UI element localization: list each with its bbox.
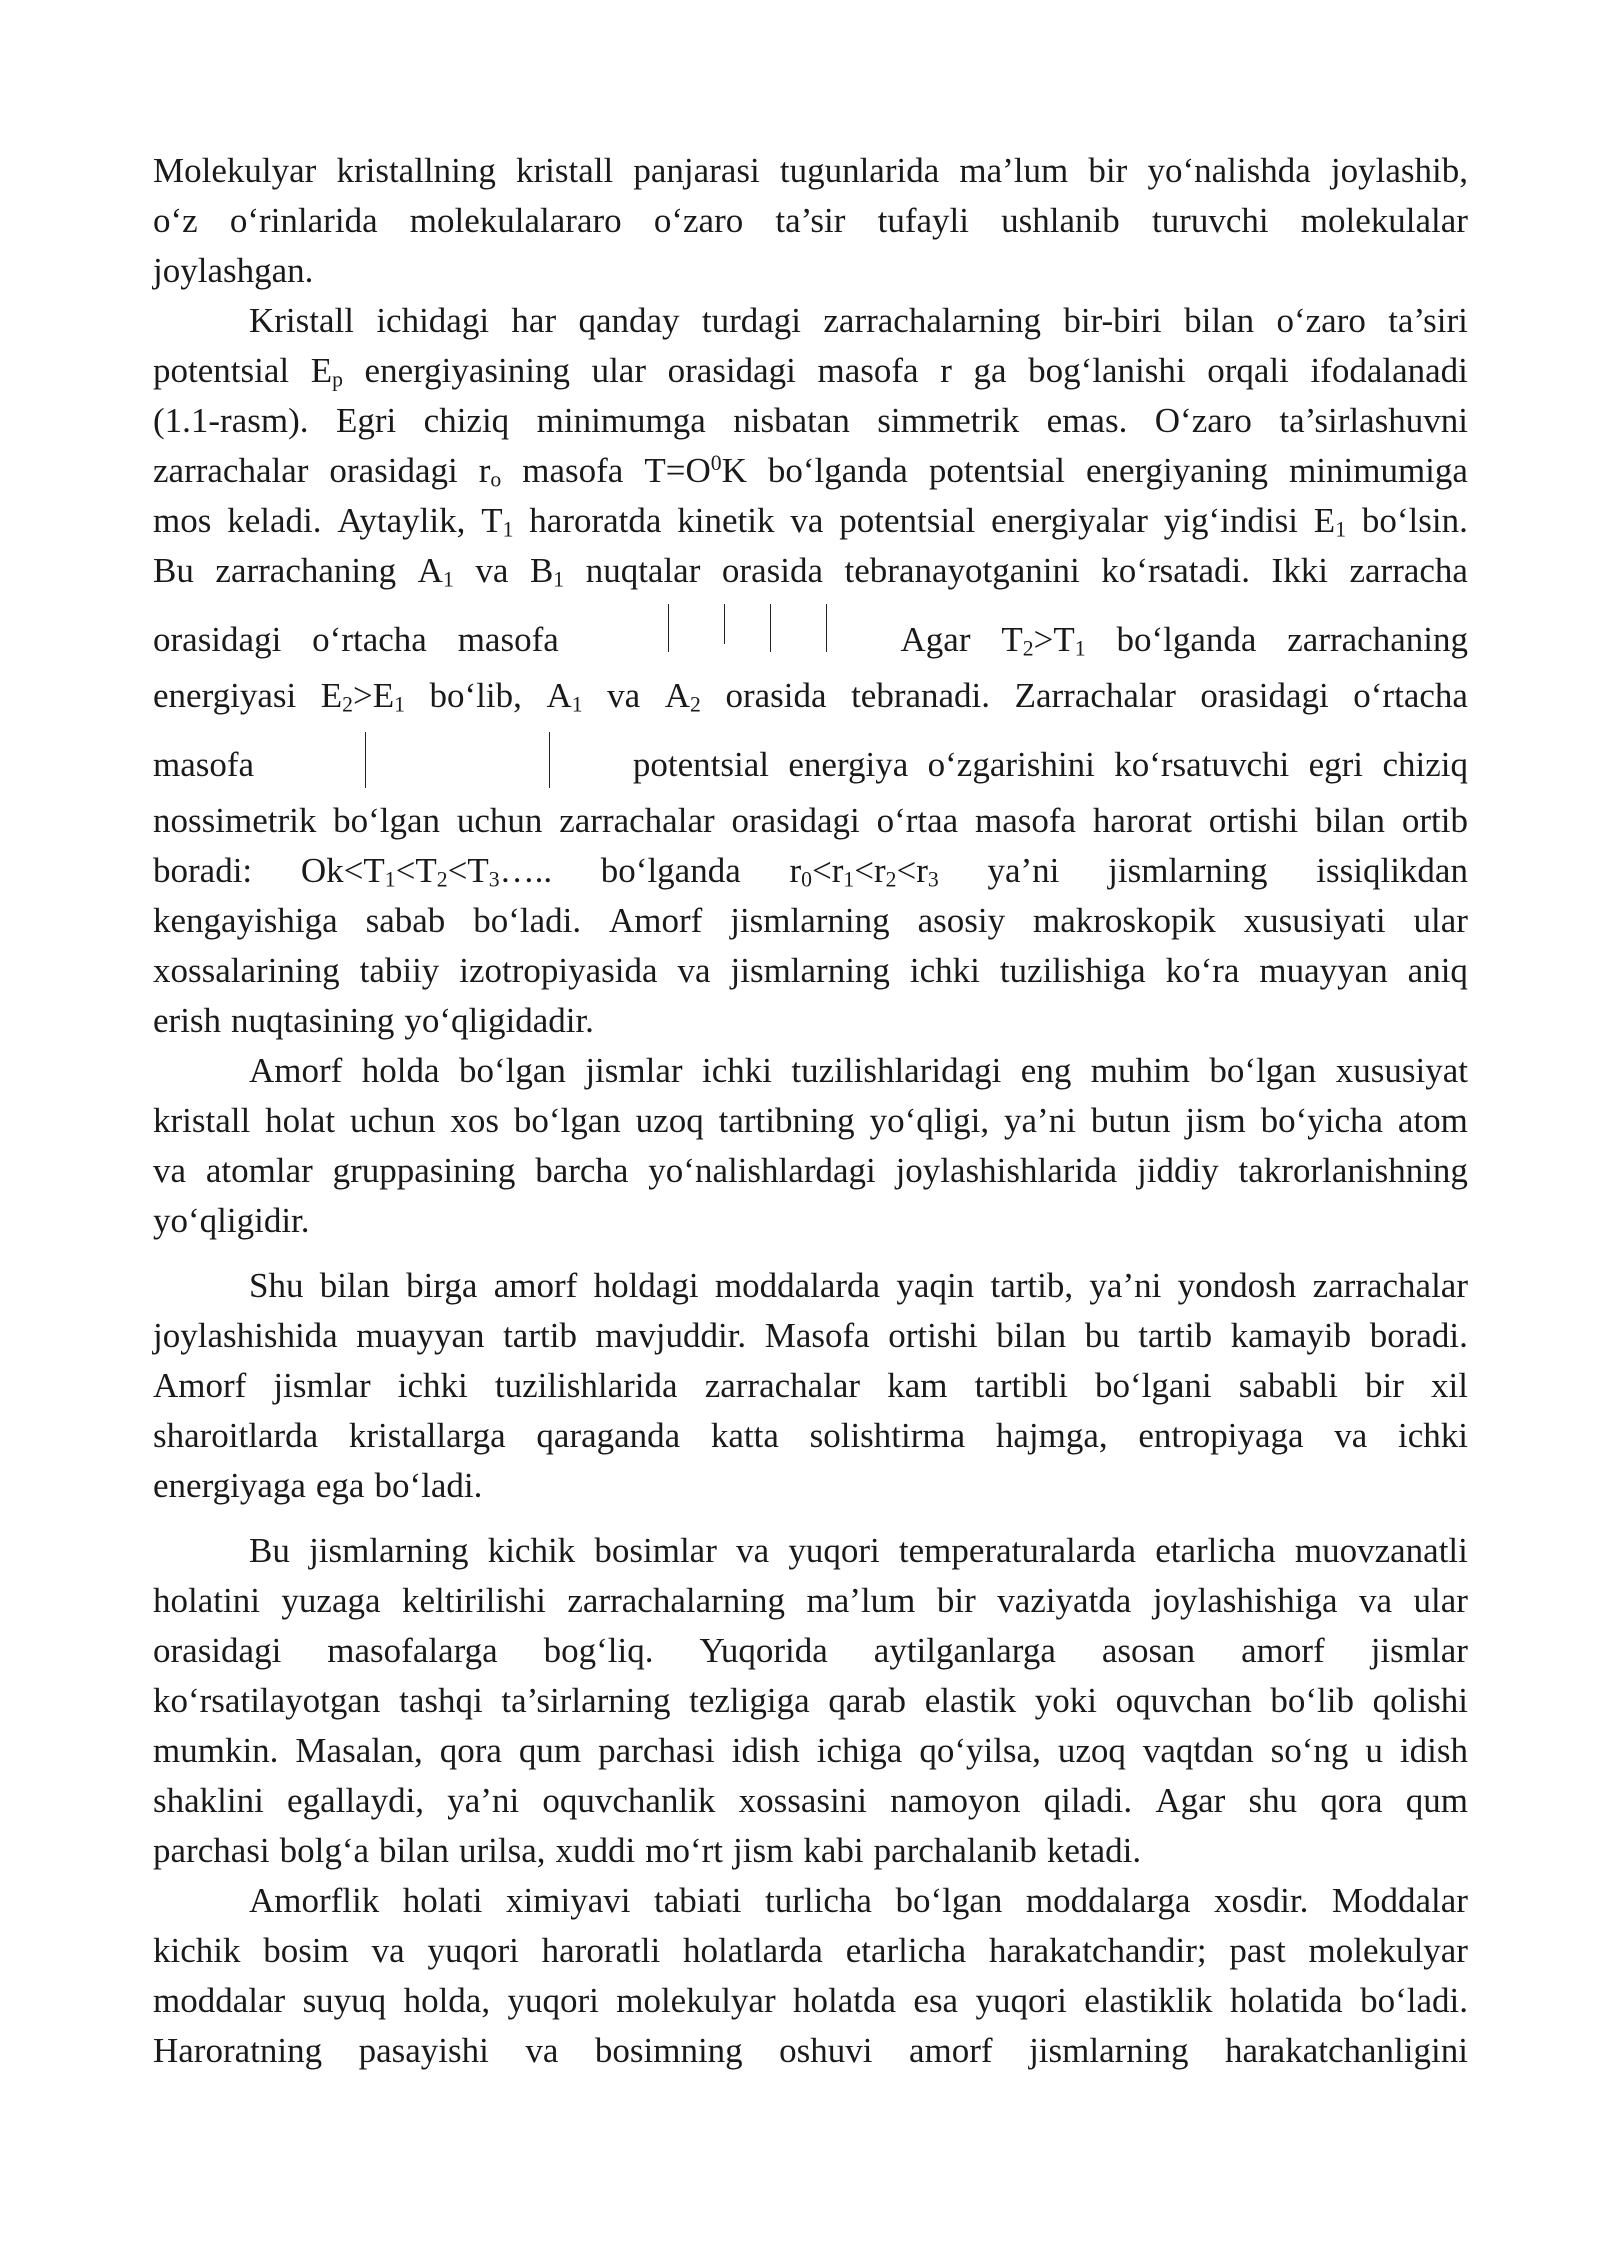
text-line: boradi: $Ok<T_1<T_2<T_3\dots$.. bo‘lganda $r_0<r_1<r_2<r_3$ ya’ni jismlarning issiqlikdan xyxy=(153,851,1468,892)
text-line: o‘z o‘rinlarida molekulalararo o‘zaro ta’sir tufayli ushlanib turuvchi molekulalar xyxy=(153,201,1468,240)
text-line: Amorflik holati ximiyavi tabiati turlicha bo‘lgan moddalarga xosdir. Moddalar xyxy=(249,1881,1468,1920)
text-line: parchasi bolg‘a bilan urilsa, xuddi mo‘rt jism kabi parchalanib ketadi. xyxy=(153,1831,1142,1870)
text-line: orasidagi masofalarga bog‘liq. Yuqorida aytilganlarga asosan amorf jismlar xyxy=(153,1631,1468,1670)
text-line: (1.1-rasm). Egri chiziq minimumga nisbatan simmetrik emas. O‘zaro ta’sirlashuvni xyxy=(153,401,1468,440)
text-line: holatini yuzaga keltirilishi zarrachalarning ma’lum bir vaziyatda joylashishiga va ular xyxy=(153,1581,1468,1620)
text-line: mos keladi. Aytaylik, $T_1$ haroratda kinetik va potentsial energiyalar yig‘indisi $E_1$ bo‘lsin. xyxy=(153,501,1468,542)
text-line: yo‘qligidir. xyxy=(153,1201,310,1240)
text-line: ko‘rsatilayotgan tashqi ta’sirlarning tezligiga qarab elastik yoki oquvchan bo‘lib qolishi xyxy=(153,1681,1468,1720)
formula-placeholder xyxy=(365,732,565,788)
text-line: energiyasi $E_2>E_1$ bo‘lib, $A_1$ va $A_2$ orasida tebranadi. Zarrachalar orasidagi o‘rtacha xyxy=(153,676,1468,717)
text-line: sharoitlarda kristallarga qaraganda katta solishtirma hajmga, entropiyaga va ichki xyxy=(153,1416,1468,1455)
text-line: joylashishida muayyan tartib mavjuddir. Masofa ortishi bilan bu tartib kamayib boradi. xyxy=(153,1316,1468,1355)
text-line: masofa potentsial energiya o‘zgarishini ko‘rsatuvchi egri chiziq xyxy=(153,745,1468,784)
text-line: xossalarining tabiiy izotropiyasida va jismlarning ichki tuzilishiga ko‘ra muayyan aniq xyxy=(153,951,1468,990)
text-line: Bu jismlarning kichik bosimlar va yuqori temperaturalarda etarlicha muovzanatli xyxy=(249,1531,1468,1570)
text-line: Amorf jismlar ichki tuzilishlarida zarrachalar kam tartibli bo‘lgani sababli bir xil xyxy=(153,1366,1468,1405)
text-line: Amorf holda bo‘lgan jismlar ichki tuzilishlaridagi eng muhim bo‘lgan xususiyat xyxy=(249,1051,1468,1090)
text-line: orasidagi o‘rtacha masofa Agar $T_2>T_1$ bo‘lganda zarrachaning xyxy=(153,620,1468,661)
text-line: Kristall ichidagi har qanday turdagi zarrachalarning bir-biri bilan o‘zaro ta’siri xyxy=(249,301,1468,340)
text-line: va atomlar gruppasining barcha yo‘nalishlardagi joylashishlarida jiddiy takrorlanishning xyxy=(153,1151,1468,1190)
text-line: potentsial $E_p$ energiyasining ular orasidagi masofa r ga bog‘lanishi orqali ifodalanadi xyxy=(153,351,1468,392)
text-line: energiyaga ega bo‘ladi. xyxy=(153,1466,483,1505)
text-line: Shu bilan birga amorf holdagi moddalarda yaqin tartib, ya’ni yondosh zarrachalar xyxy=(249,1266,1468,1305)
formula-placeholder xyxy=(668,604,843,652)
text-line: Haroratning pasayishi va bosimning oshuvi amorf jismlarning harakatchanligini xyxy=(153,2031,1468,2070)
text-line: kengayishiga sabab bo‘ladi. Amorf jismlarning asosiy makroskopik xususiyati ular xyxy=(153,901,1468,940)
text-line: kichik bosim va yuqori haroratli holatlarda etarlicha harakatchandir; past molekulyar xyxy=(153,1931,1468,1970)
text-line: nossimetrik bo‘lgan uchun zarrachalar orasidagi o‘rtaa masofa harorat ortishi bilan ortib xyxy=(153,801,1468,840)
text-line: shaklini egallaydi, ya’ni oquvchanlik xossasini namoyon qiladi. Agar shu qora qum xyxy=(153,1781,1468,1820)
text-line: Bu zarrachaning $A_1$ va $B_1$ nuqtalar orasida tebranayotganini ko‘rsatadi. Ikki zarracha xyxy=(153,551,1468,592)
document-body xyxy=(153,146,1468,2076)
text-line: kristall holat uchun xos bo‘lgan uzoq tartibning yo‘qligi, ya’ni butun jism bo‘yicha atom xyxy=(153,1101,1468,1140)
text-line: moddalar suyuq holda, yuqori molekulyar holatda esa yuqori elastiklik holatida bo‘ladi. xyxy=(153,1981,1468,2020)
text-line: mumkin. Masalan, qora qum parchasi idish ichiga qo‘yilsa, uzoq vaqtdan so‘ng u idish xyxy=(153,1731,1468,1770)
text-line: Molekulyar kristallning kristall panjarasi tugunlarida ma’lum bir yo‘nalishda joylashib, xyxy=(153,151,1468,190)
text-line: joylashgan. xyxy=(153,251,314,290)
text-line: zarrachalar orasidagi $r_o$ masofa $T=O^0K$ bo‘lganda potentsial energiyaning minimumiga xyxy=(153,451,1468,492)
text-line: erish nuqtasining yo‘qligidadir. xyxy=(153,1001,594,1040)
